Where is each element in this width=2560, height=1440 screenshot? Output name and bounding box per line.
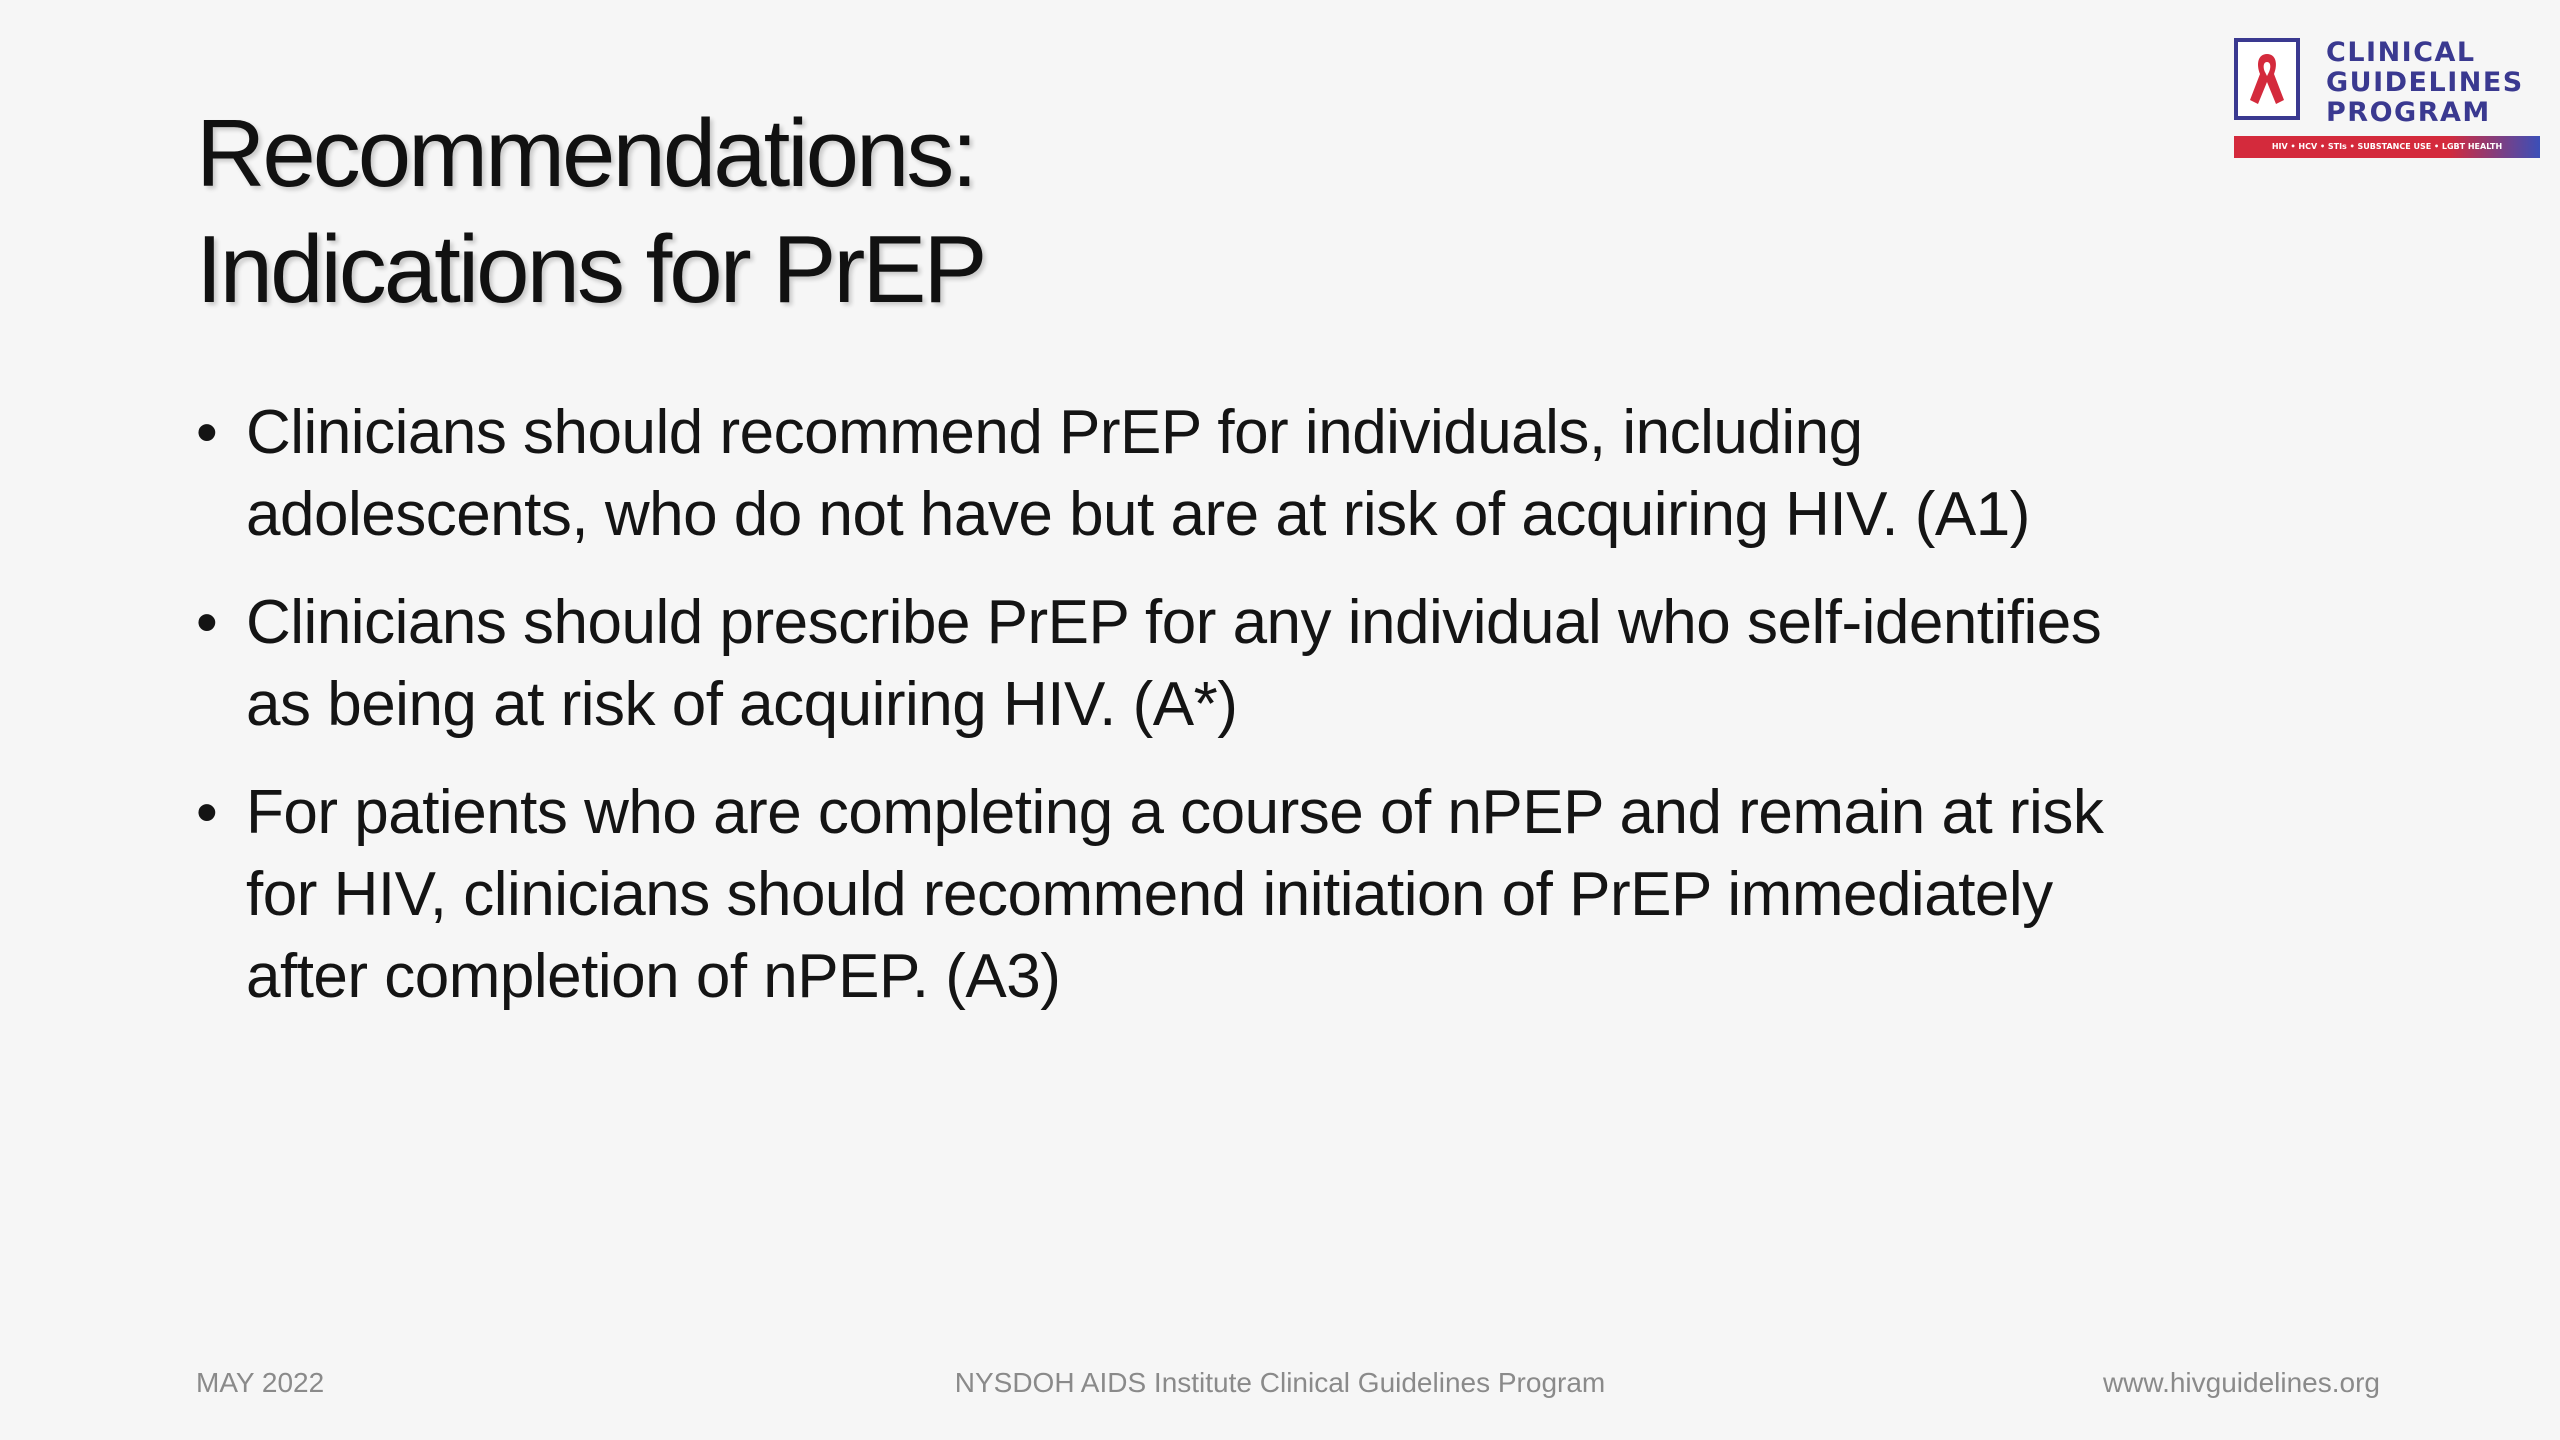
footer-program-name: NYSDOH AIDS Institute Clinical Guidelines Program	[954, 1367, 1606, 1398]
recommendation-item	[196, 772, 2416, 1018]
recommendation-text-line: for HIV, clinicians should recommend initiation of PrEP immediately	[246, 860, 2053, 929]
red-ribbon-icon	[2238, 42, 2296, 116]
recommendation-text-line: Clinicians should recommend PrEP for individuals, including	[246, 398, 1863, 467]
logo-frame	[2234, 38, 2300, 120]
recommendation-item	[196, 392, 2416, 556]
recommendation-text-line: adolescents, who do not have but are at risk of acquiring HIV. (A1)	[246, 480, 2030, 549]
logo-tagline-bar: HIV • HCV • STIs • SUBSTANCE USE • LGBT HEALTH	[2234, 136, 2540, 158]
title-line-2: Indications for PrEP	[196, 216, 985, 323]
logo-wordmark	[2326, 38, 2524, 128]
logo-line-1: CLINICAL	[2326, 37, 2476, 68]
recommendation-text-line: For patients who are completing a course of nPEP and remain at risk	[246, 778, 2104, 847]
recommendation-text-line: after completion of nPEP. (A3)	[246, 942, 1061, 1011]
bullet-marker: •	[196, 778, 218, 847]
logo-line-2: GUIDELINES	[2326, 67, 2524, 98]
title-line-1: Recommendations:	[196, 100, 976, 207]
clinical-guidelines-program-logo[interactable]	[2234, 38, 2540, 160]
footer-date: MAY 2022	[196, 1367, 325, 1398]
logo-line-3: PROGRAM	[2326, 97, 2491, 128]
recommendation-item	[196, 582, 2416, 746]
footer-website-link[interactable]: www.hivguidelines.org	[2102, 1367, 2380, 1398]
slide-title	[196, 96, 984, 328]
recommendation-list	[196, 392, 2416, 1044]
recommendation-text-line: as being at risk of acquiring HIV. (A*)	[246, 670, 1238, 739]
recommendation-text-line: Clinicians should prescribe PrEP for any individual who self-identifies	[246, 588, 2102, 657]
bullet-marker: •	[196, 398, 218, 467]
bullet-marker: •	[196, 588, 218, 657]
